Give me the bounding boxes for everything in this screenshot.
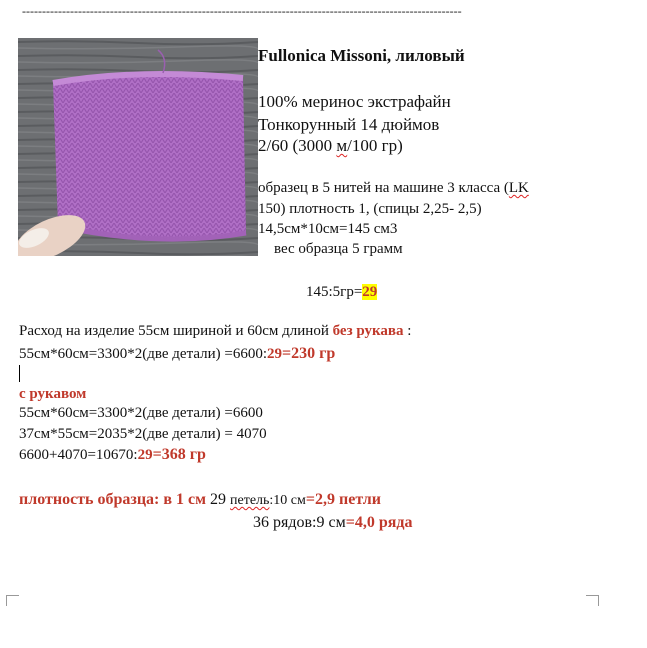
separator-line: -------------------------------------------------------------------------------------------------------------- bbox=[22, 4, 462, 18]
no-sleeve-result: =230 гр bbox=[282, 345, 336, 362]
consumption-intro bbox=[19, 323, 411, 340]
fineness-text: Тонкорунный 14 дюймов bbox=[258, 115, 440, 134]
with-sleeve-line-3 bbox=[19, 446, 206, 464]
sample-line-1-text: образец в 5 нитей на машине 3 класса ( bbox=[258, 180, 509, 196]
knit-swatch-image bbox=[18, 38, 258, 256]
with-sleeve-header: с рукавом bbox=[19, 386, 87, 402]
consumption-intro-suffix: : bbox=[403, 323, 412, 339]
page-corner-left bbox=[6, 595, 19, 606]
stitch-ratio-prefix: 145:5гр= bbox=[306, 284, 363, 300]
stitch-ratio bbox=[306, 284, 377, 301]
with-sleeve-divisor: 29 bbox=[137, 447, 153, 463]
page-corner-right bbox=[586, 595, 599, 606]
no-sleeve-calc-text: 55см*60см=3300*2(две детали) =6600: bbox=[19, 346, 267, 362]
sample-line-3: 14,5см*10см=145 см3 bbox=[258, 221, 398, 237]
with-sleeve-result: =368 гр bbox=[152, 446, 206, 463]
sample-lk: LK bbox=[508, 180, 529, 196]
composition-text: 100% меринос экстрафайн bbox=[258, 92, 451, 111]
no-sleeve-calc bbox=[19, 345, 335, 363]
yarn-count-prefix: 2/60 (3000 bbox=[258, 136, 337, 155]
density-stitch-count: 29 bbox=[210, 491, 226, 508]
product-title: Fullonica Missoni, лиловый bbox=[258, 46, 465, 65]
no-sleeve-divisor: 29 bbox=[267, 346, 282, 362]
density-stitch-rest: :10 см bbox=[269, 493, 306, 508]
sample-line-2: 150) плотность 1, (спицы 2,25- 2,5) bbox=[258, 201, 482, 217]
density-stitch-word: петель bbox=[230, 493, 270, 508]
sample-line-1 bbox=[258, 180, 529, 197]
yarn-count-suffix: /100 гр) bbox=[347, 136, 403, 155]
no-sleeve-label: без рукава bbox=[332, 323, 404, 339]
density-rows bbox=[253, 514, 413, 532]
text-cursor bbox=[19, 365, 20, 382]
with-sleeve-line-1: 55см*60см=3300*2(две детали) =6600 bbox=[19, 405, 263, 421]
yarn-count-unit: м bbox=[336, 136, 348, 155]
knit-sample-photo bbox=[18, 38, 258, 256]
with-sleeve-calc-text: 6600+4070=10670: bbox=[19, 447, 138, 463]
density-label: плотность образца: в 1 см bbox=[19, 491, 210, 508]
density-rows-text: 36 рядов:9 см bbox=[253, 514, 346, 531]
with-sleeve-line-2: 37см*55см=2035*2(две детали) = 4070 bbox=[19, 426, 267, 442]
density-stitches bbox=[19, 491, 381, 509]
density-stitch-result: =2,9 петли bbox=[305, 491, 381, 508]
yarn-count-text bbox=[258, 136, 403, 156]
stitch-ratio-value: 29 bbox=[362, 284, 378, 300]
consumption-intro-text: Расход на изделие 55см шириной и 60см длиной bbox=[19, 323, 333, 339]
density-rows-result: =4,0 ряда bbox=[345, 514, 413, 531]
sample-weight: вес образца 5 грамм bbox=[274, 241, 403, 257]
